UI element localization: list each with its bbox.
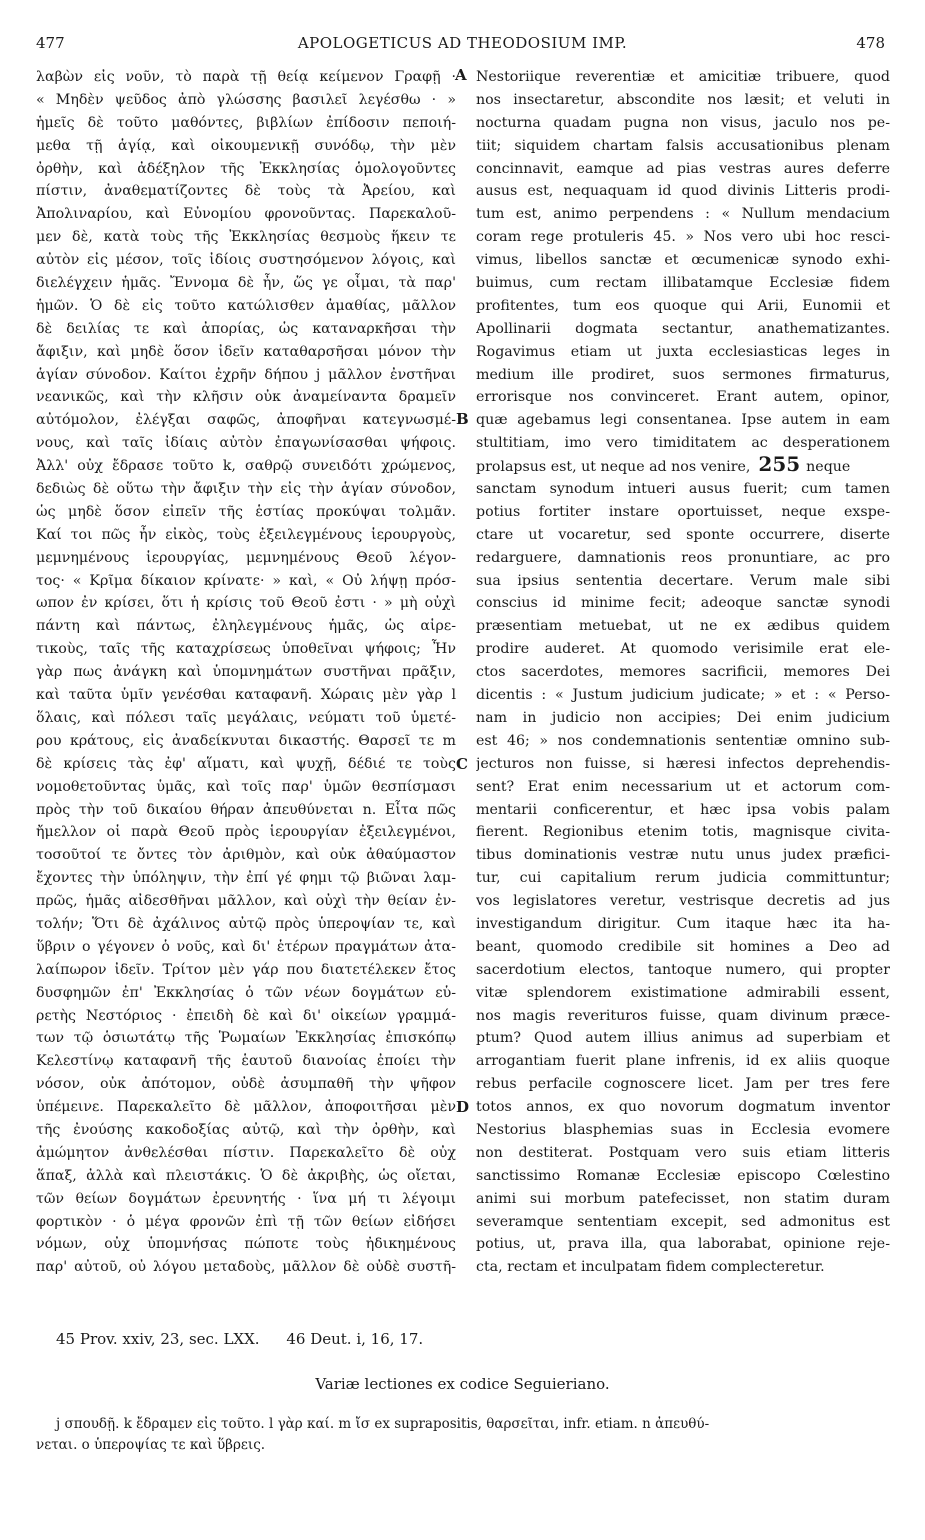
text-line-start: prolapsus est, ut neque ad nos venire, (476, 459, 751, 476)
text-line: sanctam synodum intueri ausus fuerit; cum tamen (476, 481, 890, 498)
text-line: ωπον ἐν κρίσει, ὅτι ἡ κρίσις τοῦ Θεοῦ ἐστι · » μὴ οὐχὶ (36, 595, 456, 612)
text-line: non destiterat. Postquam vero suis etiam litteris (476, 1144, 890, 1161)
footnote-45: 45 Prov. xxiv, 23, sec. LXX. (56, 1330, 260, 1348)
text-line: τος· « Κρῖμα δίκαιον κρίνατε· » καὶ, « Οὐ λήψῃ πρόσ- (36, 572, 456, 589)
text-line: sua ipsius sententia decertare. Verum male sibi (476, 572, 890, 589)
latin-column (476, 66, 890, 1279)
footnote-46: 46 Deut. i, 16, 17. (286, 1330, 424, 1348)
text-line: ὅλαις, καὶ πόλεσι ταῖς μεγάλαις, νεύματι τοῦ ὑμετέ- (36, 709, 456, 726)
text-line: ρου κράτους, εἰς ἀναδείκνυται δικαστής. Θαρσεῖ τε m (36, 732, 456, 749)
text-line: νόμων, οὐχ ὑπομνήσας πώποτε τοὺς ἠδικημένους (36, 1236, 456, 1253)
text-line: tum est, animo perpendens : « Nullum mendacium (476, 206, 890, 223)
page-number-right: 478 (856, 34, 885, 52)
text-line: tiit; siquidem chartam falsis accusationibus plenam (476, 137, 890, 154)
running-header (0, 34, 925, 58)
text-line: ὑπέμεινε. Παρεκαλεῖτο δὲ μᾶλλον, ἀποφοιτῆσαι μὲν (36, 1099, 456, 1116)
text-line: quæ agebamus legi consentanea. Ipse autem in eam (476, 412, 890, 429)
text-line (476, 455, 890, 478)
text-line: sent? Erat enim necessarium ut et actorum com- (476, 778, 890, 795)
text-line: « Μηδὲν ψεῦδος ἀπὸ γλώσσης βασιλεῖ λεγέσθω · » (36, 91, 456, 108)
text-line: νόσον, οὐκ ἀπότομον, οὐδὲ ἀσυμπαθῆ τὴν ψῆφον (36, 1076, 456, 1093)
text-line: πίστιν, ἀναθεματίζοντες δὲ τοὺς τὰ Ἀρείου, καὶ (36, 183, 456, 200)
variae-lectiones-title: Variæ lectiones ex codice Seguieriano. (315, 1375, 610, 1393)
text-line: potius fortiter instare oportuisset, neque exspe- (476, 503, 890, 520)
text-line: potius, ut, prava illa, qua laborabat, opinione reje- (476, 1236, 890, 1253)
text-line: Nestorius blasphemias suas in Ecclesia evomere (476, 1121, 890, 1138)
text-line: μεθα τῇ ἁγίᾳ, καὶ οἰκουμενικῇ συνόδῳ, τὴν μὲν (36, 137, 456, 154)
text-line: δυσφημῶν ἐπ' Ἐκκλησίας ὁ τῶν νέων δογμάτων εὑ- (36, 984, 456, 1001)
text-line: ἔχοντες τὴν ὑπόληψιν, τὴν ἐπί γέ φημι τῷ βιῶναι λαμ- (36, 870, 456, 887)
text-line: nos magis reverituros fuisse, quam divinum præce- (476, 1007, 890, 1024)
text-line: præsentiam metuebat, ut ne ex ædibus quidem (476, 618, 890, 635)
text-line: ὕβριν o γέγονεν ὁ νοῦς, καὶ δι' ἑτέρων πραγμάτων ἀτα- (36, 938, 456, 955)
text-line: redarguere, damnationis reos pronuntiare, ac pro (476, 549, 890, 566)
text-line: tibus dominationis vestræ nutu unus judex præfici- (476, 847, 890, 864)
text-line: animi sui morbum patefecisset, non statim duram (476, 1190, 890, 1207)
text-line: mentarii conficerentur, et hæc ipsa vobis palam (476, 801, 890, 818)
text-line: τῶν θείων δογμάτων ἐρευνητής · ἵνα μή τι λέγοιμι (36, 1190, 456, 1207)
text-line: αὐτὸν εἰς μέσον, τοῖς ἰδίοις συστησόμενον λόγοις, καὶ (36, 252, 456, 269)
text-line: Apollinarii dogmata sectantur, anathematizantes. (476, 320, 890, 337)
text-line: δὲ δειλίας τε καὶ ἀπορίας, ὡς καταναρκῆσαι τὴν (36, 320, 456, 337)
text-line: παρ' αὐτοῦ, οὐ λόγου μεταδοὺς, μᾶλλον δὲ οὐδὲ συστῆ- (36, 1259, 456, 1276)
text-line: est 46; » nos condemnationis sententiæ omnino sub- (476, 732, 890, 749)
text-line: νους, καὶ ταῖς ἰδίαις αὐτὸν ἐπαγωνίσασθαι ψήφοις. (36, 435, 456, 452)
text-line: ἡμεῖς δὲ τοῦτο μαθόντες, βιβλίων ἐπίδοσιν πεποιή- (36, 114, 456, 131)
text-line: νομοθετοῦντας ὑμᾶς, καὶ τοῖς παρ' ὑμῶν θεσπίσμασι (36, 778, 456, 795)
text-line: stultitiam, imo vero timiditatem ac desperationem (476, 435, 890, 452)
text-line: sanctissimo Romanæ Ecclesiæ episcopo Cœlestino (476, 1167, 890, 1184)
text-line: ὀρθὴν, καὶ ἀδέξηλον τῆς Ἐκκλησίας ὁμολογοῦντες (36, 160, 456, 177)
text-line: πρῶς, ἡμᾶς αἰδεσθῆναι μᾶλλον, καὶ οὐχὶ τὴν θείαν ἐν- (36, 893, 456, 910)
text-line: Ἀπολιναρίου, καὶ Εὐνομίου φρονοῦντας. Παρεκαλοῦ- (36, 206, 456, 223)
text-line-tail: neque (806, 459, 851, 476)
text-line: τολήν; Ὅτι δὲ ἀχάλινος αὐτῷ πρὸς ὑπεροψίαν τε, καὶ (36, 915, 456, 932)
text-line: coram rege protuleris 45. » Nos vero ubi hoc resci- (476, 229, 890, 246)
text-line: ἡμῶν. Ὁ δὲ εἰς τοῦτο κατώλισθεν ἀμαθίας, μᾶλλον (36, 297, 456, 314)
text-line: prodire auderet. At quomodo verisimile erat ele- (476, 641, 890, 658)
text-line: severamque sententiam excepit, sed admonitus est (476, 1213, 890, 1230)
footnotes (36, 1330, 896, 1348)
text-line: Κελεστίνῳ καταφανῆ τῆς ἑαυτοῦ διανοίας ἐποίει τὴν (36, 1053, 456, 1070)
variae-lectiones (36, 1414, 906, 1456)
text-line: Nestoriique reverentiæ et amicitiæ tribuere, quod (476, 69, 890, 85)
page-number-left: 477 (36, 34, 65, 52)
text-line: μεμνημένους ἱερουργίας, μεμνημένους Θεοῦ λέγον- (36, 549, 456, 566)
variae-line: j σπουδῇ. k ἔδραμεν εἰς τοῦτο. l γὰρ καί. m ἴσ ex suprapositis, θαρσεῖται, infr. etiam. n ἀπευθύ- (56, 1416, 710, 1432)
text-line: cta, rectam et inculpatam fidem complecteretur. (476, 1259, 825, 1276)
text-line: medium ille prodiret, suos sermones firmaturus, (476, 366, 890, 383)
running-title: APOLOGETICUS AD THEODOSIUM IMP. (297, 34, 628, 52)
text-line: διελέγχειν ἡμᾶς. Ἔννομα δὲ ἦν, ὥς γε οἶμαι, τὰ παρ' (36, 275, 456, 292)
text-line: investigandum dirigitur. Cum itaque hæc ita ha- (476, 915, 890, 932)
text-line: καὶ ταῦτα ὑμῖν γενέσθαι καταφανῆ. Χώραις μὲν γὰρ l (36, 687, 456, 704)
text-line: τῆς ἐνούσης κακοδοξίας αὐτῷ, καὶ τὴν ὀρθὴν, καὶ (36, 1121, 456, 1138)
text-line: πρὸς τὴν τοῦ δικαίου θήραν ἀπευθύνεται n. Εἶτα πῶς (36, 801, 456, 818)
text-line: rebus perfacile cognoscere licet. Jam per tres fere (476, 1076, 890, 1093)
text-line: fierent. Regionibus etenim totis, magnisque civita- (476, 824, 890, 841)
text-line: beant, quomodo credibile sit homines a Deo ad (476, 938, 890, 955)
text-line: αὐτόμολον, ἐλέγξαι σαφῶς, ἀποφῆναι κατεγνωσμέ- (36, 412, 456, 429)
text-line: nos insectaretur, abscondite nos læsit; et veluti in (476, 91, 890, 108)
text-line: πάντη καὶ πάντως, ἐληλεγμένους ἡμᾶς, ὡς αἱρε- (36, 618, 456, 635)
text-line: ausus est, nequaquam id quod divinis Litteris prodi- (476, 183, 890, 200)
text-line: δὲ κρίσεις τὰς ἐφ' αἵματι, καὶ ψυχῇ, δέδιέ τε τοὺς (36, 755, 456, 772)
text-line: nam in judicio non accipies; Dei enim judicium (476, 709, 890, 726)
text-line: μεν δὲ, κατὰ τοὺς τῆς Ἐκκλησίας θεσμοὺς ἥκειν τε (36, 229, 456, 246)
text-line: λαβὼν εἰς νοῦν, τὸ παρὰ τῇ θείᾳ κείμενον Γραφῇ · (36, 69, 456, 85)
text-line: vos legislatores veretur, vestrisque decretis ad jus (476, 893, 890, 910)
text-line: ἁγίαν σύνοδον. Καίτοι ἐχρῆν δήπου j μᾶλλον ἐνστῆναι (36, 366, 456, 383)
text-line: jecturos non fuisse, si hæresi infectos deprehendis- (476, 755, 890, 772)
text-line: buimus, cum rectam illibatamque Ecclesiæ fidem (476, 275, 890, 292)
text-line: profitentes, tum eos quoque qui Arii, Eunomii et (476, 297, 890, 314)
text-line: totos annos, ex quo novorum dogmatum inventor (476, 1099, 890, 1116)
text-line: sacerdotium electos, tantoque numero, qui propter (476, 961, 890, 978)
text-line: γὰρ πως ἀνάγκη καὶ ὑπομνημάτων συστῆναι πρᾶξιν, (36, 664, 456, 681)
text-line: των τῷ ὁσιωτάτῳ τῆς Ῥωμαίων Ἐκκλησίας ἐπισκόπῳ (36, 1030, 456, 1047)
text-line: Rogavimus etiam ut juxta ecclesiasticas leges in (476, 343, 890, 360)
text-line: vimus, libellos sanctæ et œcumenicæ synodo exhi- (476, 252, 890, 269)
text-line: ἄφιξιν, καὶ μηδὲ ὅσον ἰδεῖν καταθαρσῆσαι μόνον τὴν (36, 343, 456, 360)
text-line: ctare ut vocaretur, sed sponte occurrere, diserte (476, 526, 890, 543)
text-line: dicentis : « Justum judicium judicate; » et : « Perso- (476, 687, 890, 704)
text-line: τικοὺς, ταῖς τῆς καταχρίσεως ὑποθεῖναι ψήφοις; Ἦν (36, 641, 456, 658)
margin-marker-d: D (456, 1098, 470, 1116)
text-line: Καί τοι πῶς ἦν εἰκὸς, τοὺς ἐξειλεγμένους ἱερουργοὺς, (36, 526, 456, 543)
text-line: Ἀλλ' οὐχ ἔδρασε τοῦτο k, σαθρῷ συνειδότι χρώμενος, (36, 458, 456, 475)
text-line: ἀμώμητον ἀνθελέσθαι πίστιν. Παρεκαλεῖτο δὲ οὐχ (36, 1144, 456, 1161)
text-line: vitæ splendorem existimatione admirabili essent, (476, 984, 890, 1001)
text-line: conscius id minime fecit; adeoque sanctæ synodi (476, 595, 890, 612)
text-line: ctos sacerdotes, memores sacrificii, memores Dei (476, 664, 890, 681)
text-line: ρετὴς Νεστόριος · ἐπειδὴ δὲ καὶ δι' οἰκείων γραμμά- (36, 1007, 456, 1024)
text-line: ὡς μηδὲ ὅσον εἰπεῖν τῆς ἑστίας προκύψαι τολμᾶν. (36, 503, 456, 520)
text-line: ptum? Quod autem illius animus ad superbiam et (476, 1030, 890, 1047)
text-line: ἤμελλον οἱ παρὰ Θεοῦ πρὸς ἱερουργίαν ἐξειλεγμένοι, (36, 824, 456, 841)
greek-column (36, 66, 456, 1279)
edition-page-number: 255 (758, 455, 801, 477)
text-line: φορτικὸν · ὁ μέγα φρονῶν ἐπὶ τῇ τῶν θείων εἰδήσει (36, 1213, 456, 1230)
text-line: δεδιὼς δὲ οὕτω τὴν ἄφιξιν τὴν εἰς τὴν ἁγίαν σύνοδον, (36, 481, 456, 498)
text-line: λαίπωρον ἰδεῖν. Τρίτον μὲν γάρ που διατετέλεκεν ἔτος (36, 961, 456, 978)
variae-line: νεται. o ὑπεροψίας τε καὶ ὕβρεις. (36, 1437, 266, 1453)
text-line: νεανικῶς, καὶ τὴν κλῆσιν οὐκ ἀναμείναντα δραμεῖν (36, 389, 456, 406)
margin-marker-a: A (455, 66, 467, 84)
text-line: tur, cui capitalium rerum judicia committuntur; (476, 870, 890, 887)
text-line: arrogantiam fuerit plane infrenis, id ex aliis quoque (476, 1053, 890, 1070)
text-line: errorisque nos convinceret. Erant autem, opinor, (476, 389, 890, 406)
margin-marker-b: B (456, 410, 469, 428)
text-line: ἅπαξ, ἀλλὰ καὶ πλειστάκις. Ὁ δὲ ἀκριβὴς, ὡς οἴεται, (36, 1167, 456, 1184)
text-line: τοσοῦτοί τε ὄντες τὸν ἀριθμὸν, καὶ οὐκ ἀθαύμαστον (36, 847, 456, 864)
margin-marker-c: C (456, 755, 468, 773)
text-line: nocturna quadam pugna non visus, jaculo nos pe- (476, 114, 890, 131)
text-line: concinnavit, eamque ad pias vestras aures deferre (476, 160, 890, 177)
